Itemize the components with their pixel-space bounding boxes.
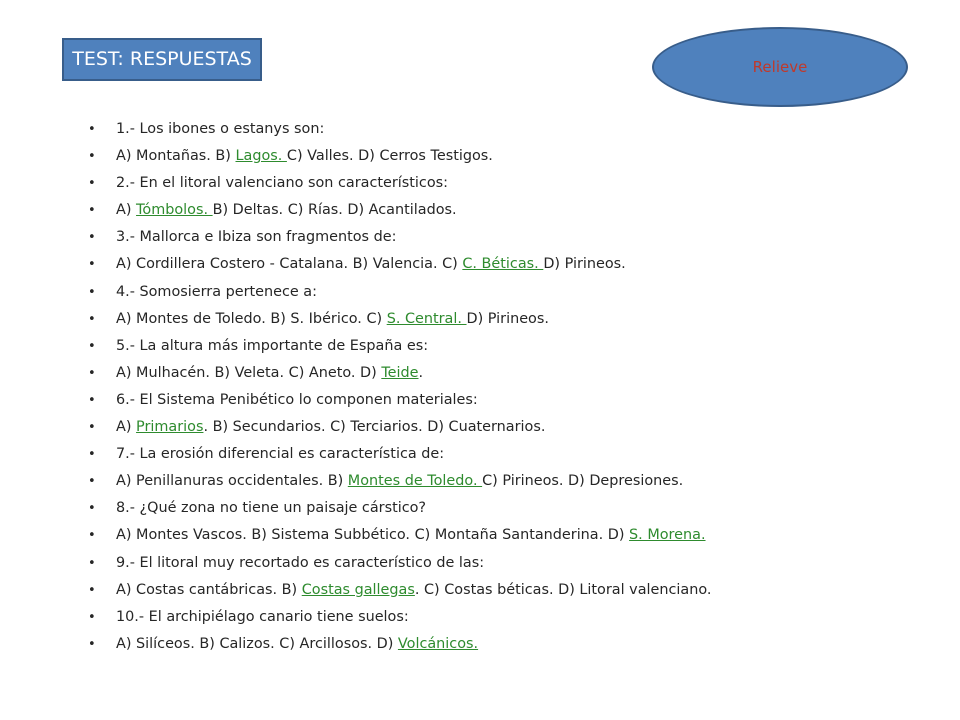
item-text-after: . — [418, 364, 424, 381]
list-item — [0, 116, 940, 143]
question-list — [0, 116, 940, 658]
answer-link[interactable]: Costas gallegas — [301, 581, 415, 598]
item-text: 2.- En el litoral valenciano son característicos: — [116, 175, 448, 192]
list-item — [0, 197, 940, 224]
list-item — [0, 279, 940, 306]
bullet-icon: • — [88, 528, 96, 544]
bullet-icon: • — [88, 501, 96, 517]
item-text: 5.- La altura más importante de España es: — [116, 337, 429, 354]
list-item — [0, 251, 940, 278]
item-text-after: C) Pirineos. D) Depresiones. — [482, 473, 684, 490]
item-text: A) — [116, 419, 137, 436]
item-text-after: . C) Costas béticas. D) Litoral valenciano. — [414, 581, 712, 598]
item-text: 10.- El archipiélago canario tiene suelos: — [116, 608, 409, 625]
bullet-icon: • — [88, 311, 96, 327]
list-item — [0, 306, 940, 333]
bullet-icon: • — [88, 474, 96, 490]
relieve-button[interactable] — [652, 27, 908, 107]
answer-link[interactable]: S. Morena. — [629, 527, 706, 544]
item-text: 3.- Mallorca e Ibiza son fragmentos de: — [116, 229, 397, 246]
list-item — [0, 631, 940, 658]
bullet-icon: • — [88, 284, 96, 300]
bullet-icon: • — [88, 447, 96, 463]
item-text: A) Cordillera Costero - Catalana. B) Valencia. C) — [116, 256, 463, 273]
item-text: 8.- ¿Qué zona no tiene un paisaje cárstico? — [116, 500, 427, 517]
bullet-icon: • — [88, 203, 96, 219]
bullet-icon: • — [88, 176, 96, 192]
bullet-icon: • — [88, 230, 96, 246]
list-item — [0, 360, 940, 387]
item-text: 1.- Los ibones o estanys son: — [116, 121, 325, 137]
answer-link[interactable]: Tómbolos. — [136, 202, 213, 219]
bullet-icon: • — [88, 338, 96, 354]
item-text: A) Montes de Toledo. B) S. Ibérico. C) — [116, 310, 387, 327]
item-text: 6.- El Sistema Penibético lo componen materiales: — [116, 391, 478, 408]
item-text-after: D) Pirineos. — [466, 310, 549, 327]
item-text-after: B) Deltas. C) Rías. D) Acantilados. — [212, 202, 457, 219]
item-text: A) Montes Vascos. B) Sistema Subbético. C) Montaña Santanderina. D) — [116, 527, 630, 544]
bullet-icon: • — [88, 257, 96, 273]
list-item — [0, 224, 940, 251]
list-item — [0, 414, 940, 441]
bullet-icon: • — [88, 149, 96, 165]
relieve-button-label: Relieve — [752, 58, 808, 76]
item-text-after: . B) Secundarios. C) Terciarios. D) Cuaternarios. — [203, 419, 546, 436]
list-item — [0, 550, 940, 577]
list-item — [0, 170, 940, 197]
list-item — [0, 387, 940, 414]
answer-link[interactable]: Volcánicos. — [397, 635, 479, 652]
list-item — [0, 604, 940, 631]
answer-link[interactable]: C. Béticas. — [462, 256, 544, 273]
list-item — [0, 577, 940, 604]
list-item — [0, 468, 940, 495]
bullet-icon: • — [88, 555, 96, 571]
bullet-icon: • — [88, 582, 96, 598]
bullet-icon: • — [88, 392, 96, 408]
bullet-icon: • — [88, 365, 96, 381]
answer-link[interactable]: Teide — [381, 364, 419, 381]
list-item — [0, 333, 940, 360]
item-text: A) — [116, 202, 137, 219]
item-text: A) Montañas. B) — [116, 148, 236, 165]
item-text: 9.- El litoral muy recortado es característico de las: — [116, 554, 485, 571]
item-text-after: C) Valles. D) Cerros Testigos. — [286, 148, 493, 165]
list-item — [0, 441, 940, 468]
bullet-icon: • — [88, 122, 96, 137]
answer-link[interactable]: Lagos. — [235, 148, 287, 165]
answer-link[interactable]: Montes de Toledo. — [347, 473, 483, 490]
list-item — [0, 522, 940, 549]
list-item — [0, 495, 940, 522]
item-text: A) Penillanuras occidentales. B) — [116, 473, 348, 490]
item-text: 7.- La erosión diferencial es característica de: — [116, 446, 445, 463]
item-text: 4.- Somosierra pertenece a: — [116, 283, 317, 300]
item-text: A) Costas cantábricas. B) — [116, 581, 302, 598]
item-text-after: D) Pirineos. — [543, 256, 626, 273]
bullet-icon: • — [88, 609, 96, 625]
page-title: TEST: RESPUESTAS — [62, 38, 262, 81]
answer-link[interactable]: S. Central. — [386, 310, 467, 327]
bullet-icon: • — [88, 636, 96, 652]
item-text: A) Silíceos. B) Calizos. C) Arcillosos. D) — [116, 635, 398, 652]
list-item — [0, 143, 940, 170]
item-text: A) Mulhacén. B) Veleta. C) Aneto. D) — [116, 364, 382, 381]
bullet-icon: • — [88, 420, 96, 436]
answer-link[interactable]: Primarios — [136, 419, 204, 436]
